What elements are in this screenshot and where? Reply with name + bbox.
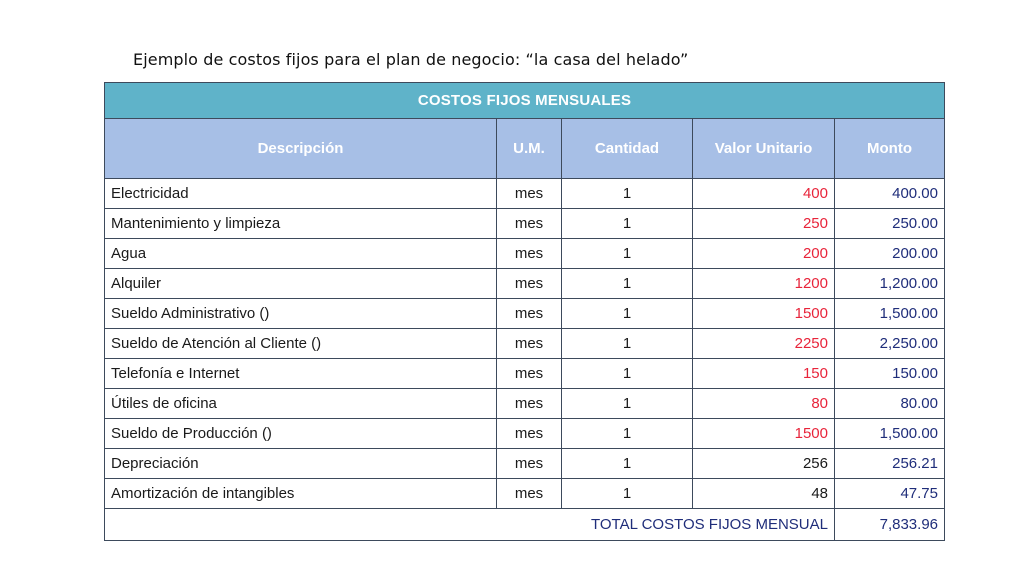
row-cantidad: 1: [562, 299, 693, 329]
row-valor-unitario: 1500: [693, 419, 835, 449]
row-monto: 1,500.00: [835, 419, 945, 449]
row-cantidad: 1: [562, 269, 693, 299]
header-cantidad: Cantidad: [562, 119, 693, 179]
row-monto: 200.00: [835, 239, 945, 269]
table-row: [105, 419, 945, 449]
row-cantidad: 1: [562, 329, 693, 359]
fixed-costs-table: [104, 82, 945, 541]
row-valor-unitario: 80: [693, 389, 835, 419]
row-cantidad: 1: [562, 479, 693, 509]
row-monto: 256.21: [835, 449, 945, 479]
row-descripcion: Depreciación: [105, 449, 497, 479]
table-row: [105, 239, 945, 269]
row-descripcion: Mantenimiento y limpieza: [105, 209, 497, 239]
table-row: [105, 359, 945, 389]
row-descripcion: Sueldo de Atención al Cliente (): [105, 329, 497, 359]
row-valor-unitario: 150: [693, 359, 835, 389]
row-valor-unitario: 200: [693, 239, 835, 269]
row-descripcion: Electricidad: [105, 179, 497, 209]
row-cantidad: 1: [562, 179, 693, 209]
row-valor-unitario: 48: [693, 479, 835, 509]
row-um: mes: [497, 479, 562, 509]
row-descripcion: Telefonía e Internet: [105, 359, 497, 389]
row-descripcion: Sueldo Administrativo (): [105, 299, 497, 329]
header-um: U.M.: [497, 119, 562, 179]
row-valor-unitario: 400: [693, 179, 835, 209]
row-monto: 1,500.00: [835, 299, 945, 329]
header-valor-unitario: Valor Unitario: [693, 119, 835, 179]
row-monto: 1,200.00: [835, 269, 945, 299]
row-um: mes: [497, 209, 562, 239]
table-row: [105, 269, 945, 299]
row-cantidad: 1: [562, 359, 693, 389]
row-monto: 250.00: [835, 209, 945, 239]
table-header-row: [105, 119, 945, 179]
total-row: [105, 509, 945, 541]
row-um: mes: [497, 329, 562, 359]
row-um: mes: [497, 179, 562, 209]
row-monto: 150.00: [835, 359, 945, 389]
total-label: TOTAL COSTOS FIJOS MENSUAL: [105, 509, 835, 541]
row-monto: 80.00: [835, 389, 945, 419]
row-valor-unitario: 250: [693, 209, 835, 239]
row-cantidad: 1: [562, 449, 693, 479]
row-um: mes: [497, 239, 562, 269]
row-descripcion: Útiles de oficina: [105, 389, 497, 419]
row-cantidad: 1: [562, 209, 693, 239]
page-title: Ejemplo de costos fijos para el plan de negocio: “la casa del helado”: [133, 50, 689, 69]
row-valor-unitario: 1500: [693, 299, 835, 329]
table-row: [105, 299, 945, 329]
row-descripcion: Amortización de intangibles: [105, 479, 497, 509]
table-row: [105, 329, 945, 359]
table-row: [105, 209, 945, 239]
table-row: [105, 389, 945, 419]
row-um: mes: [497, 449, 562, 479]
row-descripcion: Sueldo de Producción (): [105, 419, 497, 449]
table-row: [105, 449, 945, 479]
row-valor-unitario: 1200: [693, 269, 835, 299]
table-row: [105, 179, 945, 209]
table-row: [105, 479, 945, 509]
row-cantidad: 1: [562, 419, 693, 449]
row-monto: 400.00: [835, 179, 945, 209]
row-cantidad: 1: [562, 389, 693, 419]
row-cantidad: 1: [562, 239, 693, 269]
header-descripcion: Descripción: [105, 119, 497, 179]
total-value: 7,833.96: [835, 509, 945, 541]
row-valor-unitario: 256: [693, 449, 835, 479]
table-banner: COSTOS FIJOS MENSUALES: [105, 83, 945, 119]
row-valor-unitario: 2250: [693, 329, 835, 359]
row-um: mes: [497, 269, 562, 299]
row-um: mes: [497, 419, 562, 449]
row-descripcion: Alquiler: [105, 269, 497, 299]
row-um: mes: [497, 389, 562, 419]
row-monto: 47.75: [835, 479, 945, 509]
row-um: mes: [497, 359, 562, 389]
row-monto: 2,250.00: [835, 329, 945, 359]
header-monto: Monto: [835, 119, 945, 179]
row-um: mes: [497, 299, 562, 329]
table-banner-row: [105, 83, 945, 119]
row-descripcion: Agua: [105, 239, 497, 269]
